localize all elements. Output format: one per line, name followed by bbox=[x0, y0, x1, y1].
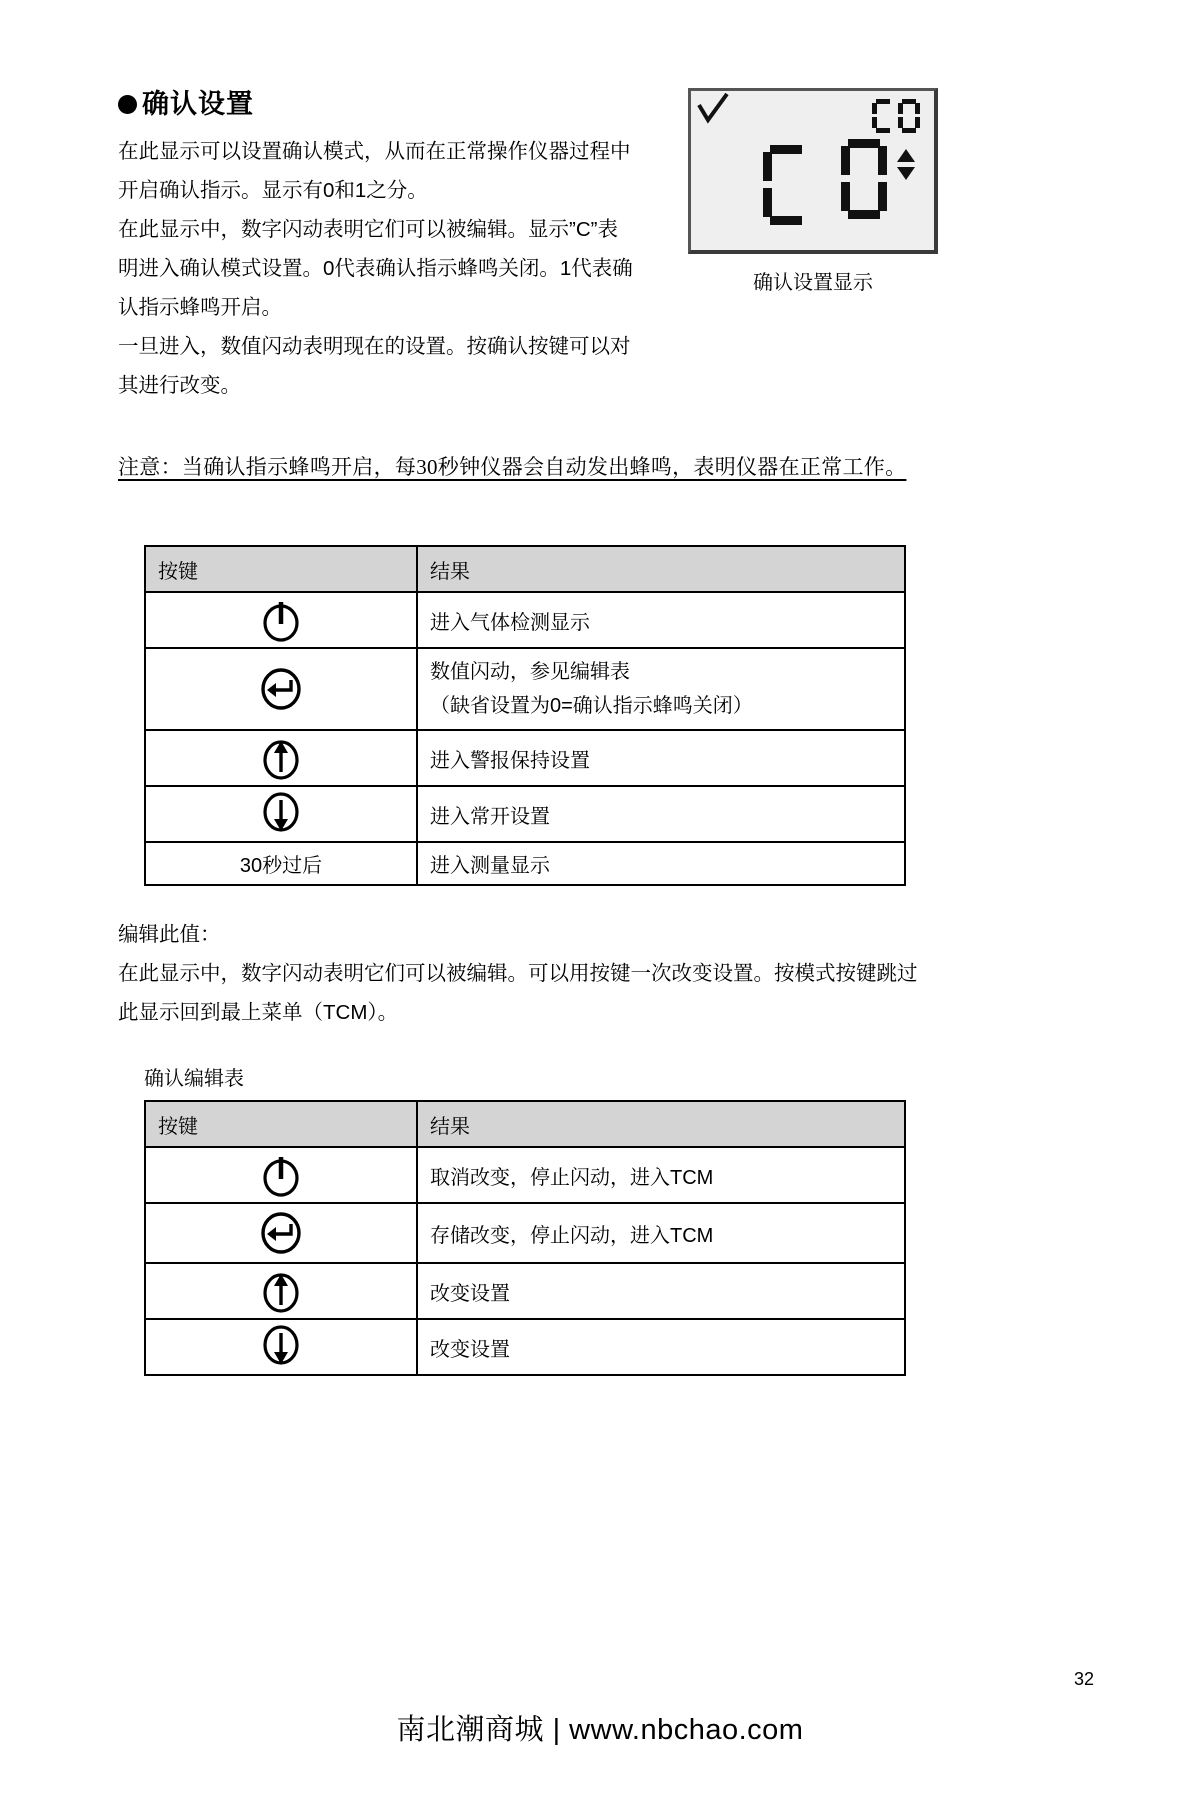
table-row bbox=[145, 786, 905, 842]
key-cell bbox=[145, 1203, 417, 1263]
seg-letter-c-large bbox=[763, 145, 809, 225]
table-header-key: 按键 bbox=[145, 546, 417, 592]
table-row bbox=[145, 1147, 905, 1203]
result-line: 进入测量显示 bbox=[430, 855, 550, 877]
table-row bbox=[145, 842, 905, 885]
lcd-mode-label bbox=[868, 99, 920, 133]
table-row bbox=[145, 648, 905, 730]
result-line: 改变设置 bbox=[430, 1338, 510, 1361]
result-cell bbox=[417, 786, 905, 842]
seg-digit-zero bbox=[898, 99, 920, 133]
paragraph-line: 在此显示中，数字闪动表明它们可以被编辑。显示”C”表 bbox=[118, 218, 618, 241]
paragraph-line: 在此显示可以设置确认模式，从而在正常操作仪器过程中 bbox=[118, 140, 631, 163]
key-cell bbox=[145, 786, 417, 842]
triangle-down-icon bbox=[897, 167, 915, 180]
table-header-key: 按键 bbox=[145, 1101, 417, 1147]
result-cell bbox=[417, 1263, 905, 1319]
down-arrow-button-icon bbox=[261, 1325, 301, 1369]
mid-line: 在此显示中，数字闪动表明它们可以被编辑。可以用按键一次改变设置。按模式按键跳过 bbox=[118, 962, 918, 985]
footer-brand: 南北潮商城 | www.nbchao.com bbox=[396, 1714, 804, 1746]
table-header-result: 结果 bbox=[417, 1101, 905, 1147]
note-text: 注意：当确认指示蜂鸣开启，每30秒钟仪器会自动发出蜂鸣，表明仪器在正常工作。 bbox=[118, 455, 907, 479]
edit-table-title: 确认编辑表 bbox=[144, 1068, 244, 1090]
up-arrow-button-icon bbox=[261, 736, 301, 780]
result-line: 取消改变，停止闪动，进入TCM bbox=[430, 1166, 714, 1189]
up-arrow-button-icon bbox=[261, 1269, 301, 1313]
paragraph-line: 其进行改变。 bbox=[118, 374, 241, 397]
table-row bbox=[145, 730, 905, 786]
result-line: 进入气体检测显示 bbox=[430, 611, 590, 634]
result-cell bbox=[417, 592, 905, 648]
power-button-icon bbox=[261, 598, 301, 642]
enter-button-icon bbox=[259, 1209, 303, 1257]
section-title-text: 确认设置 bbox=[142, 89, 254, 119]
key-cell bbox=[145, 1147, 417, 1203]
seg-letter-c bbox=[872, 99, 894, 133]
paragraph-line: 一旦进入，数值闪动表明现在的设置。按确认按键可以对 bbox=[118, 335, 631, 358]
enter-button-icon bbox=[259, 665, 303, 713]
edit-key-result-table bbox=[144, 1100, 906, 1376]
result-cell bbox=[417, 1147, 905, 1203]
result-cell bbox=[417, 842, 905, 885]
result-cell bbox=[417, 1319, 905, 1375]
lcd-main-digit bbox=[841, 139, 887, 224]
table-row bbox=[145, 1319, 905, 1375]
key-cell bbox=[145, 1263, 417, 1319]
result-cell bbox=[417, 1203, 905, 1263]
result-line: 数值闪动，参见编辑表 bbox=[430, 661, 630, 683]
paragraph-line: 认指示蜂鸣开启。 bbox=[118, 296, 282, 319]
edit-instructions bbox=[118, 915, 988, 1032]
mid-line: 此显示回到最上菜单（TCM）。 bbox=[118, 1001, 399, 1024]
page-title bbox=[118, 82, 254, 121]
lcd-caption: 确认设置显示 bbox=[753, 272, 873, 294]
result-line: 进入警报保持设置 bbox=[430, 749, 590, 772]
lcd-figure bbox=[688, 88, 944, 295]
table-header-row bbox=[145, 1101, 905, 1147]
result-line: 改变设置 bbox=[430, 1282, 510, 1305]
lcd-screen bbox=[688, 88, 938, 254]
lcd-arrow-indicators bbox=[897, 149, 915, 180]
filled-circle-bullet-icon bbox=[118, 95, 137, 114]
table-row bbox=[145, 592, 905, 648]
result-cell bbox=[417, 730, 905, 786]
page-number: 32 bbox=[1073, 1669, 1094, 1689]
table-row bbox=[145, 1263, 905, 1319]
mid-line: 编辑此值： bbox=[118, 923, 221, 946]
table-header-result: 结果 bbox=[417, 546, 905, 592]
key-cell bbox=[145, 1319, 417, 1375]
key-cell bbox=[145, 648, 417, 730]
result-cell bbox=[417, 648, 905, 730]
table-header-row bbox=[145, 546, 905, 592]
checkmark-icon bbox=[697, 93, 731, 127]
table-row bbox=[145, 1203, 905, 1263]
result-line: 存储改变，停止闪动，进入TCM bbox=[430, 1224, 714, 1247]
key-result-table bbox=[144, 545, 906, 886]
result-line: 进入常开设置 bbox=[430, 805, 550, 828]
triangle-up-icon bbox=[897, 149, 915, 162]
down-arrow-button-icon bbox=[261, 792, 301, 836]
paragraph-line: 明进入确认模式设置。0代表确认指示蜂鸣关闭。1代表确 bbox=[118, 257, 633, 280]
key-cell bbox=[145, 730, 417, 786]
seg-digit-zero-large bbox=[841, 139, 887, 219]
power-button-icon bbox=[261, 1153, 301, 1197]
result-line: （缺省设置为0=确认指示蜂鸣关闭） bbox=[430, 695, 753, 717]
paragraph-line: 开启确认指示。显示有0和1之分。 bbox=[118, 179, 428, 202]
key-cell: 30秒过后 bbox=[145, 842, 417, 885]
lcd-main-letter bbox=[763, 145, 809, 230]
key-cell bbox=[145, 592, 417, 648]
intro-paragraph bbox=[118, 132, 678, 405]
